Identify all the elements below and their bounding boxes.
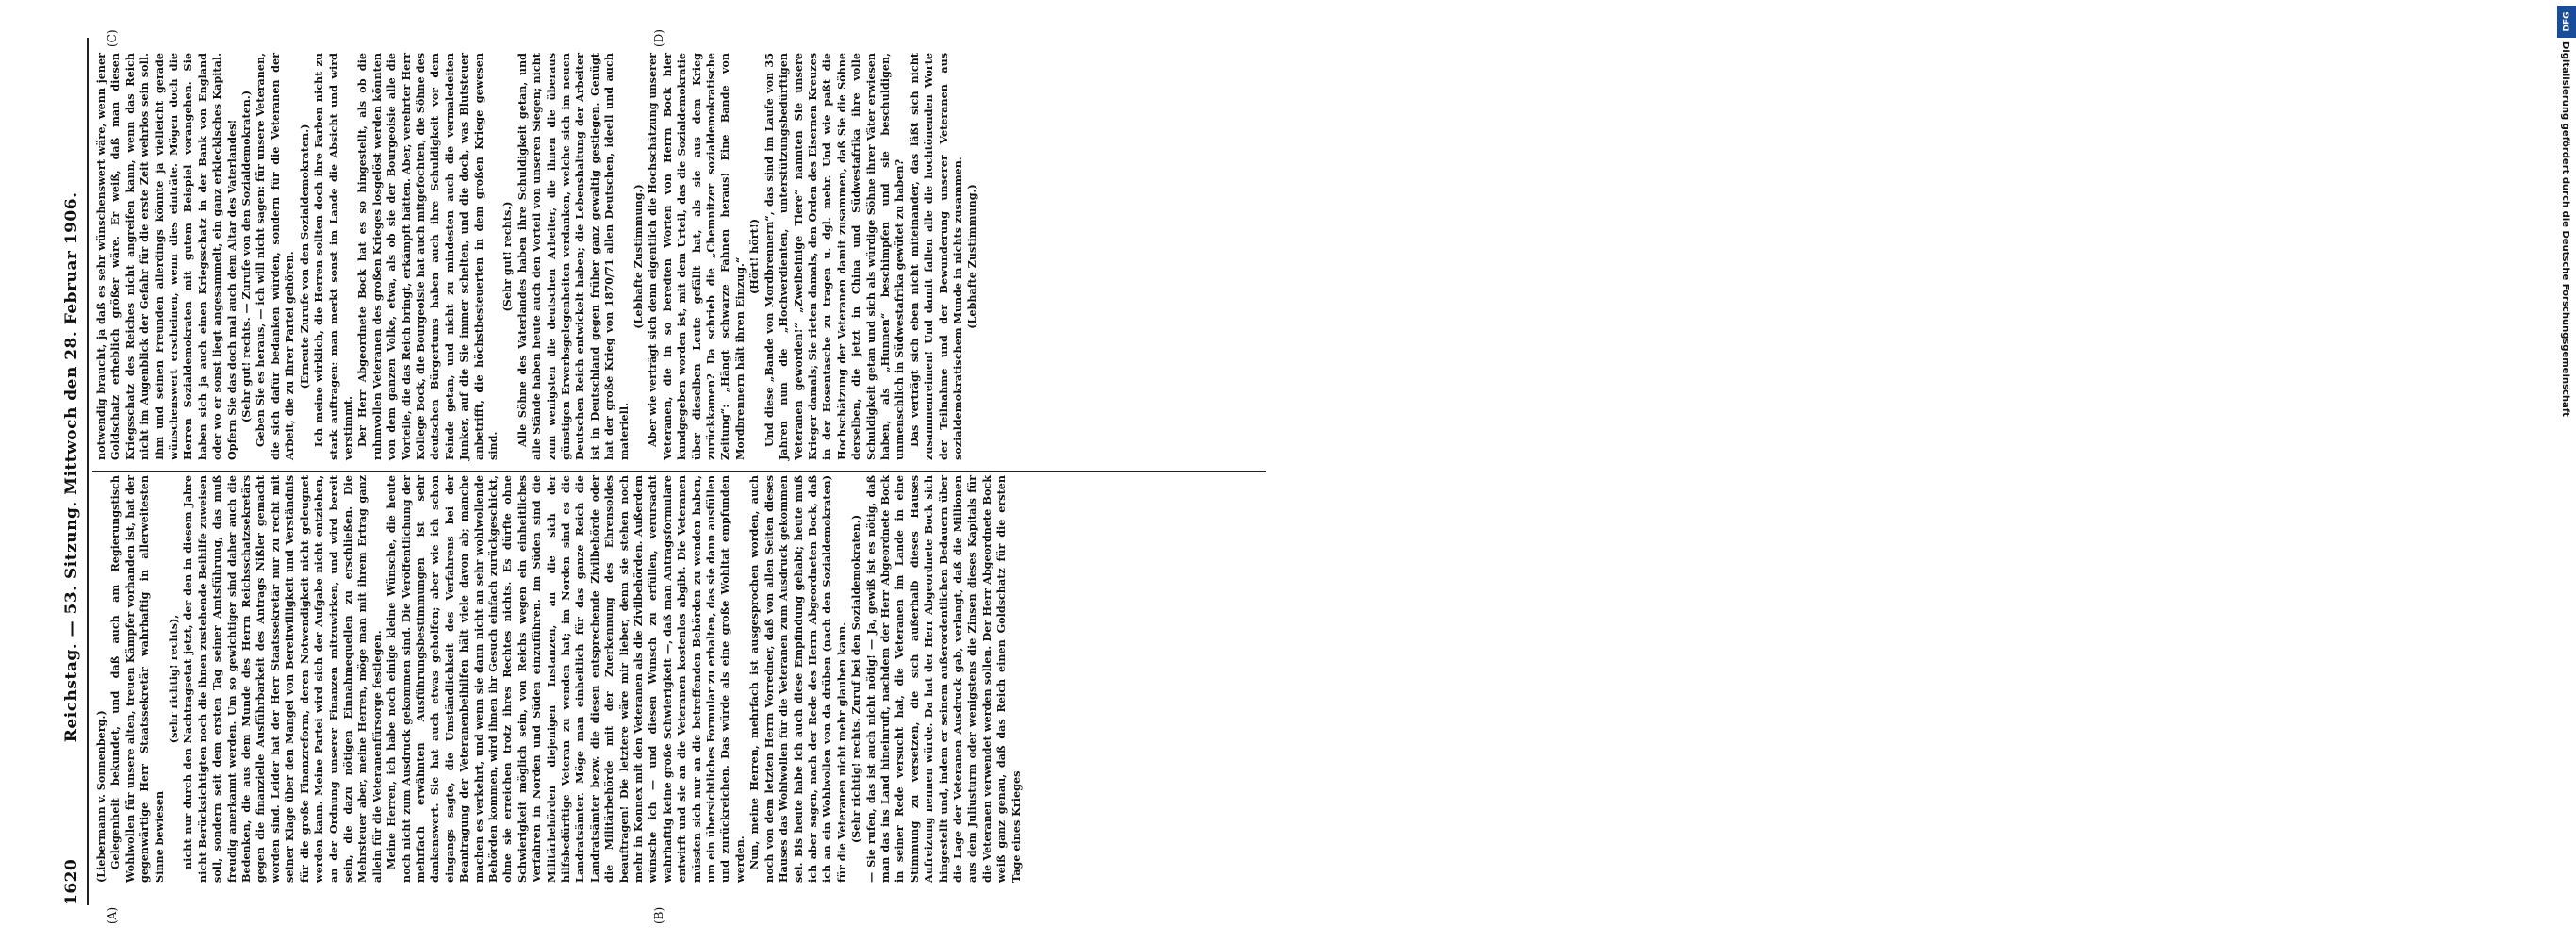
right-column [94, 53, 1263, 460]
margin-label-b: (B) [652, 906, 665, 924]
left-paragraph: Nun, meine Herren, mehrfach ist ausgesprochen worden, auch noch von dem letzten Herrn Vorredner, daß von allen Seiten dieses Hauses das Wohlwollen für die Veteranen zum Ausdruck gekommen sei. Bis heute habe ich auch diese Empfindung gehabt; heute muß ich aber sagen, nach der Rede des Herrn Abgeordneten Bock, daß ich an ein Wohlwollen von da drüben (nach den Sozialdemokraten) für die Veteranen nicht mehr glauben kann. [747, 475, 848, 883]
right-interjection: (Erneute Zurufe von den Sozialdemokraten.) [297, 124, 311, 389]
left-interjection: (sehr richtig! rechts), [167, 614, 181, 744]
right-interjection: (Lebhafte Zustimmung.) [965, 184, 979, 329]
margin-label-a: (A) [106, 906, 119, 924]
digitization-caption: Digitalisierung gefördert durch die Deutsche Forschungsgemeinschaft [2560, 41, 2570, 417]
right-paragraph: notwendig braucht, ja daß es sehr wünschenswert wäre, wenn jener Goldschatz erheblich größer wäre. Er weiß, daß man diesen Kriegsschatz des Reiches nicht angreifen kann, wenn das Reich nicht im Augenblick der Gefahr für die erste Zeit wehrlos sein soll. Ihm und seinen Freunden allerdings könnte ja vielleicht gerade wünschenswert erscheinen, wenn dies einträte. Mögen doch die Herren Sozialdemokraten mit gutem Beispiel vorangehen. Sie haben sich ja auch einen Kriegsschatz in der Bank von England oder wo er sonst liegt angesammelt, ein ganz erklecklsches Kapital. Opfern Sie das doch mal auch dem Altar des Vaterlandes! [94, 53, 238, 460]
running-head: Reichstag. — 53. Sitzung. Mittwoch den 28. Februar 1906. [62, 191, 81, 743]
side-strip [1277, 0, 2572, 943]
right-paragraph: Ich meine wirklich, die Herren sollten doch ihre Farben nicht zu stark auftragen: man merkt sonst im Lande die Absicht und wird verstimmt. [312, 53, 354, 460]
left-column [94, 475, 1263, 883]
right-paragraph: Der Herr Abgeordnete Bock hat es so hingestellt, als ob die ruhmvollen Veteranen des großen Krieges losgelöst werden könnten von dem ganzen Volke, etwa, als ob sie der Bourgeoisie alle die Vorteile, die das Reich bringt, erkämpft hätten. Aber, verehrter Herr Kollege Bock, die Bourgeoisie hat auch mitgefochten, die Söhne des deutschen Bürgertums haben auch ihre Schuldigkeit vor dem Feinde getan, und nicht zu mindesten auch die vermaledeiten Junker, auf die Sie immer schelten, und die doch, was Blutsteuer anbetrifft, die höchstbesteuerten in dem großen Kriege gewesen sind. [355, 53, 500, 460]
left-paragraph: Meine Herren, ich habe noch einige kleine Wünsche, die heute noch nicht zum Ausdruck gekommen sind. Die Veröffentlichung der mehrfach erwähnten Ausführungsbestimmungen ist sehr dankenswert. Sie hat auch etwas geholfen; aber wie ich schon eingangs sagte, die Umständlichkeit des Verfahrens bei der Beantragung der Veteranenbeihilfen hält viele davon ab; manche machen es verkehrt, und wenn sie dann nicht an sehr wohlwollende Behörden kommen, wird ihnen ihr Gesuch einfach zurückgeschickt, ohne sie erreichen trotz ihres Rechtes nichts. Es dürfte ohne Schwierigkeit möglich sein, von Reichs wegen ein einheitliches Verfahren in Norden und Süden einzuführen. Im Süden sind die Militärbehörden diejenigen Instanzen, an die sich der hilfsbedürftige Veteran zu wenden hat; im Norden sind es die Landratsämter. Möge man einheitlich für das ganze Reich die Landratsämter bezw. die diesen entsprechende Zivilbehörde oder die Militärbehörde mit der Zuerkennung des Ehrensoldes beauftragen! Die letztere wäre mir lieber, denn sie stehen noch mehr in Konnex mit den Veteranen als die Zivilbehörden. Außerdem wünsche ich — und diesen Wunsch zu erfüllen, verursacht wahrhaftig keine große Schwierigkeit —, daß man Antragsformulare entwirft und sie an die Veteranen kostenlos abgibt. Die Veteranen müssten sich nur an die betreffenden Behörden zu wenden haben, um ein übersichtliches Formular zu erhalten, das sie dann ausfüllen und zurückreichen. Das würde als eine große Wohltat empfunden werden. [385, 475, 747, 883]
header-rule [87, 38, 89, 905]
left-speaker: (Liebermann v. Sonnenberg.) [94, 710, 107, 883]
left-interjection: (Sehr richtig! rechts. Zuruf bei den Sozialdemokraten.) [849, 514, 863, 844]
right-interjection: (Lebhafte Zustimmung.) [632, 184, 646, 329]
right-interjection: (Sehr gut! rechts.) [500, 201, 515, 312]
right-paragraph: Alle Söhne des Vaterlandes haben ihre Schuldigkeit getan, und alle Stände haben heute auch den Vorteil von unseren Siegen; nicht zum wenigsten die deutschen Arbeiter, die ihnen die überaus günstigen Erwerbsgelegenheiten verdanken, welche sich im neuen Deutschen Reich entwickelt haben; die Lebenshaltung der Arbeiter ist in Deutschland gegen früher ganz gewaltig gestiegen. Genügt hat der große Krieg von 1870/71 allen Deutschen, ideell und auch materiell. [515, 53, 631, 460]
right-paragraph: Und diese „Bande von Mordbrennern“, das sind im Laufe von 35 Jahren nun die „Hochverdienten, unterstützungsbedürftigen Veteranen geworden!“ „Zweibeinige Tiere“ nannten Sie unsere Krieger damals; Sie rieten damals, den Orden des Eisernen Kreuzes in der Hosentasche zu tragen u. dgl. mehr. Und wie paßt die Hochschätzung der Veteranen damit zusammen, daß Sie die Söhne derselben, die jetzt in China und Südwestafrika ihre volle Schuldigkeit getan und sich als würdige Söhne ihrer Väter erwiesen haben, als „Hunnen“ beschimpfen und sie beschuldigen, unmenschlich in Südwestafrika gewütet zu haben? [762, 53, 907, 460]
right-interjection: (Sehr gut! rechts. — Zurufe von den Sozialdemokraten.) [239, 90, 254, 423]
margin-label-d: (D) [652, 29, 665, 47]
right-interjection: (Hört! hört!) [747, 218, 762, 295]
left-paragraph: nicht nur durch den Nachtragsetat jetzt, der den in diesem Jahre nicht Berücksichtigten noch die ihnen zustehende Beihilfe zuweisen soll, sondern seit dem ersten Tag seiner Amtsführung, das muß freudig anerkannt werden. Um so gewichtiger sind daher auch die Bedenken, die aus dem Munde des Herrn Reichsschatzsekretärs gegen die finanzielle Ausführbarkeit des Antrags Nißler gemacht worden sind. Leider hat der Herr Staatssekretär nur zu recht mit seiner Klage über den Mangel von Bereitwilligkeit und Verständnis für die große Finanzreform, deren Notwendigkeit nicht geleugnet werden kann. Meine Partei wird sich der Aufgabe nicht entziehen, an der Ordnung unserer Finanzen mitzuwirken, und wird bereit sein, die dazu nötigen Einnahmequellen zu erschließen. Die Mehrsteuer aber, meine Herren, möge man mit ihrem Ertrag ganz allein für die Veteranenfürsorge festlegen. [181, 475, 384, 883]
page-number: 1620 [62, 858, 81, 905]
column-divider [92, 471, 1266, 472]
dfg-logo: DFG [2557, 6, 2576, 38]
right-paragraph: Aber wie verträgt sich denn eigentlich die Hochschätzung unserer Veteranen, die in so beredten Worten von Herrn Bock hier kundgegeben worden ist, mit dem Urteil, das die Sozialdemokratie über dieselben Leute gefällt hat, als sie aus dem Krieg zurückkamen? Da schrieb die „Chemnitzer sozialdemokratische Zeitung“: „Hängt schwarze Fahnen heraus! Eine Bande von Mordbrennern hält ihren Einzug.“ [646, 53, 747, 460]
left-paragraph: Gelegenheit bekundet, und daß auch am Regierungstisch Wohlwollen für unsere alten, treuen Kämpfer vorhanden ist, hat der gegenwärtige Herr Staatssekretär wahrhaftig in allerweitesten Sinne bewiesen [108, 475, 166, 883]
left-paragraph: — Sie rufen, das ist auch nicht nötig! — Ja, gewiß ist es nötig, daß man das ins Land hineinruft, nachdem der Herr Abgeordnete Bock in seiner Rede versucht hat, die Veteranen im Lande in eine Stimmung zu versetzen, die sich außerhalb dieses Hauses Aufreizung nennen würde. Da hat der Herr Abgeordnete Bock sich hingestellt und, indem er seinem außerordentlichen Bedauern über die Lage der Veteranen Ausdruck gab, verlangt, daß die Millionen aus dem Juliusturm oder wenigstens die Zinsen dieses Kapitals für die Veteranen verwendet werden sollen. Der Herr Abgeordnete Bock weiß ganz genau, daß das Reich einen Goldschatz für die ersten Tage eines Krieges [863, 475, 1023, 883]
margin-label-c: (C) [106, 29, 119, 47]
right-paragraph: Das verträgt sich eben nicht miteinander, das läßt sich nicht zusammenreimen! Und damit fallen alle die hochtönenden Worte der Teilnahme und der Bewunderung unserer Veteranen aus sozialdemokratischem Munde in nichts zusammen. [907, 53, 964, 460]
page-header [62, 38, 85, 905]
right-paragraph: Geben Sie es heraus, — ich will nicht sagen: für unsere Veteranen, die sich dafür bedanken würden, sondern für die Veteranen der Arbeit, die zu Ihrer Partei gehören. [254, 53, 297, 460]
